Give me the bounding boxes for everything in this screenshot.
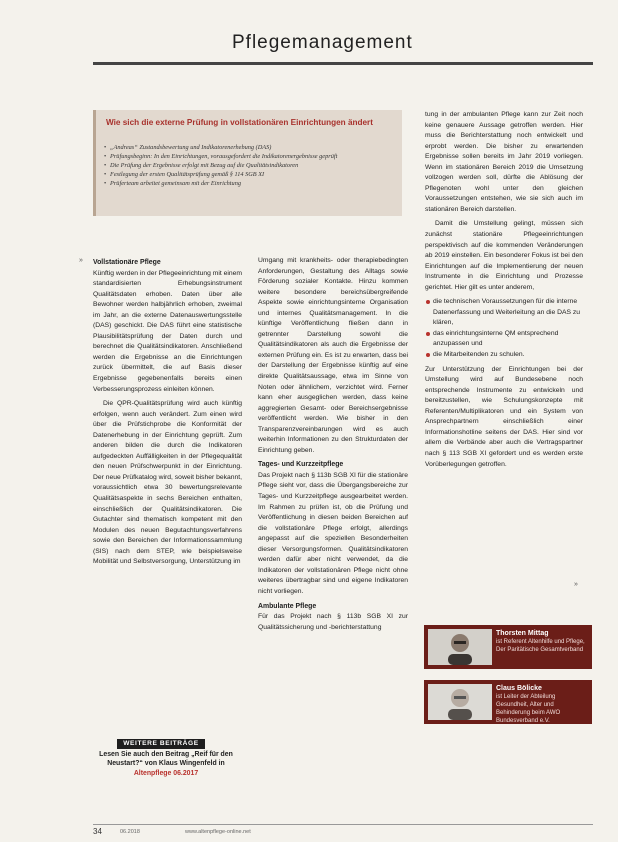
paragraph: Die QPR-Qualitätsprüfung wird auch künftig erfolgen, wenn auch verändert. Zum einen wird über die Prüfstichprobe die Konformität der Datenerhebung in der Einrichtung geprüft. Zum anderen bilden die durch die Indikatoren aufgedeckten Auffälligkeiten in der Pflegequalität den neuen Prüfschwerpunkt in der Einrichtung. Der neue Prüfkatalog wird, soweit bisher bekannt, voraussichtlich etwa 30 bewertungsrelevante Qualitätsaspekte in sechs Bereichen enthalten, einschließlich der Qualitätsindikatoren. Die Gutachter sind thematisch kompetent mit den Modulen des neuen Begutachtungsverfahrens sowie den Bereichen der Informationssammlung (SIS) nach dem STEP, wie beispielsweise Mobilität und Selbstversorgung, Unterstützung im bbox=[93, 400, 242, 566]
paragraph: Umgang mit krankheits- oder therapiebedingten Anforderungen, Gestaltung des Alltags sowie Förderung sozialer Kontakte. Hinzu kommen weitere besondere bereichsübergreifende Aspekte sowie einrichtungsinterne Organisation und internes Qualitätsmanagement. In die künftige Veröffentlichung fließen dann in getrennter Darstellung sowohl die Qualitätsindikatoren als auch die Ergebnisse der externen Prüfung ein. Es ist zu erwarten, dass bei der Darstellung der Ergebnisse künftig auf eine direkte Qualitätsaussage, etwa im Sinne von Noten oder ähnlichem, verzichtet wird. Ferner kann eher ausgeglichen werden, dass keine aggregierten Gesamt- oder Bereichsergebnisse veröffentlicht werden. Wie bisher in den Transparenzvereinbarungen wird es auch weiterhin Informationen zu den Strukturdaten der Einrichtung geben. bbox=[258, 257, 408, 454]
info-box-list bbox=[104, 144, 396, 189]
bullet-item: die Mitarbeitenden zu schulen. bbox=[425, 350, 583, 361]
column-2 bbox=[258, 256, 408, 637]
footer-rule bbox=[93, 824, 593, 825]
paragraph: tung in der ambulanten Pflege kann zur Zeit noch keine genauere Aussage getroffen werden. Hier muss die Berichterstattung noch entwickelt und erprobt werden. Die bisher zu erwartenden Ergebnisse sollen bereits im Jahr 2019 vorliegen. Wenn im stationären Bereich 2019 die Umsetzung vollzogen werden soll, dürfte die Ablösung der Pflegenoten wohl unter den gleichen Voraussetzungen entstehen, wie sie sich auch im stationären Bereich darstellen. bbox=[425, 111, 583, 213]
author-description: ist Referent Altenhilfe und Pflege, Der Paritätische Gesamtverband bbox=[496, 639, 585, 653]
weitere-beitraege-body: Lesen Sie auch den Beitrag „Reif für den Neustart?“ von Klaus Wingenfeld in bbox=[99, 751, 233, 768]
author-card bbox=[424, 680, 592, 724]
author-photo-icon bbox=[428, 629, 492, 665]
paragraph: Damit die Umstellung gelingt, müssen sich zunächst stationäre Pflegeeinrichtungen perspektivisch auf die kommenden Veränderungen ab 2019 einstellen. Ein besonderer Fokus ist bei den Einrichtungen auf die Implementierung der neuen Instrumente in die Einrichtung und Prozesse gerichtet. Hier gilt es unter anderem, bbox=[425, 220, 583, 291]
footer-url: www.altenpflege-online.net bbox=[185, 829, 251, 835]
header-rule bbox=[93, 62, 593, 65]
info-box-item: • Prüfungsbeginn: In den Einrichtungen, vorausgefordert die Indikatorenergebnisse geprüft bbox=[104, 153, 396, 161]
weitere-beitraege-source: Altenpflege 06.2017 bbox=[133, 769, 199, 777]
weitere-beitraege-label: WEITERE BEITRÄGE bbox=[117, 739, 205, 749]
author-name: Thorsten Mittag bbox=[496, 630, 549, 637]
info-box-title: Wie sich die externe Prüfung in vollstationären Einrichtungen ändert bbox=[106, 118, 373, 127]
page-title: Pflegemanagement bbox=[232, 32, 413, 53]
page-number: 34 bbox=[93, 827, 102, 836]
bullet-item: das einrichtungsinterne QM entsprechend anzupassen und bbox=[425, 329, 583, 350]
info-box bbox=[93, 110, 402, 216]
info-box-item: • Festlegung der ersten Qualitätsprüfung gemäß § 114 SGB XI bbox=[104, 171, 396, 179]
section-heading: Vollstationäre Pflege bbox=[93, 259, 161, 266]
paragraph: Zur Unterstützung der Einrichtungen bei der Umstellung wird auf Bundesebene noch entsprechende Instrumente zu entwickeln und bereitzustellen, wie Schulungskonzepte mit Referenten/Multiplikatoren und ein System von Ansprechpartnern einschließlich einer Informationshotline seitens der DAS. Hier sind vor allem die Verbände aber auch die Vertragspartner nach § 113 SGB XI gefordert und es werden erste Vorüberlegungen getroffen. bbox=[425, 365, 583, 468]
weitere-beitraege-text bbox=[93, 750, 239, 778]
bullet-list bbox=[425, 297, 583, 360]
end-mark-icon: » bbox=[574, 581, 578, 588]
author-description: ist Leiter der Abteilung Gesundheit, Alter und Behinderung beim AWO Bundesverband e.V. bbox=[496, 694, 561, 724]
info-box-item: • Prüferteam arbeitet gemeinsam mit der Einrichtung bbox=[104, 180, 396, 188]
info-box-item: • „Andreas“ Zustandsbewertung und Indikatorenerhebung (DAS) bbox=[104, 144, 396, 152]
footer-issue: 06.2018 bbox=[120, 829, 140, 835]
paragraph: Für das Projekt nach § 113b SGB XI zur Qualitätssicherung und -berichterstattung bbox=[258, 613, 408, 631]
section-heading: Ambulante Pflege bbox=[258, 602, 317, 610]
bullet-item: die technischen Voraussetzungen für die interne Datenerfassung und Weiterleitung an die DAS zu klären, bbox=[425, 297, 583, 329]
author-photo-icon bbox=[428, 684, 492, 720]
author-name: Claus Bölicke bbox=[496, 685, 542, 692]
author-card bbox=[424, 625, 592, 669]
column-3 bbox=[425, 110, 583, 474]
info-box-item: • Die Prüfung der Ergebnisse erfolgt mit Bezug auf die Qualitätsindikatoren bbox=[104, 162, 396, 170]
paragraph: Künftig werden in der Pflegeeinrichtung mit einem standardisierten Erhebungsinstrument Qualitätsdaten erhoben. Daten über alle Bewohner werden halbjährlich erhoben, zweimal im Jahr, an die externe Datenauswertungsstelle (DAS) geschickt. Die DAS führt eine statistische Plausibilitätsprüfung der Daten durch und berechnet die Qualitätsindikatoren. Anschließend werden die Ergebnisse an die Einrichtungen zurück übermittelt, die auf Basis dieser Ergebnisse gegebenenfalls bereits einen Verbesserungsprozess einleiten können. bbox=[93, 269, 242, 393]
section-heading: Tages- und Kurzzeitpflege bbox=[258, 461, 344, 469]
paragraph: Das Projekt nach § 113b SGB XI für die stationäre Pflege sieht vor, dass die Übergangsbereiche zur Tages- und Kurzzeitpflege ausgearbeitet werden. Im Rahmen zu prüfen ist, ob die Prüfung und Veröffentlichung in diesen beiden Bereichen auf die vollstationäre Pflege erfolgt, allerdings angepasst auf die speziellen Besonderheiten dieser Versorgungsformen. Qualitätsindikatoren werden dafür aber nicht verwendet, da die Indikatoren der vollstationären Pflege nicht ohne weiteres übertragbar sind und eigene Indikatoren nicht vorliegen. bbox=[258, 471, 408, 595]
column-1 bbox=[93, 256, 242, 572]
continue-arrow-icon: » bbox=[79, 257, 83, 264]
